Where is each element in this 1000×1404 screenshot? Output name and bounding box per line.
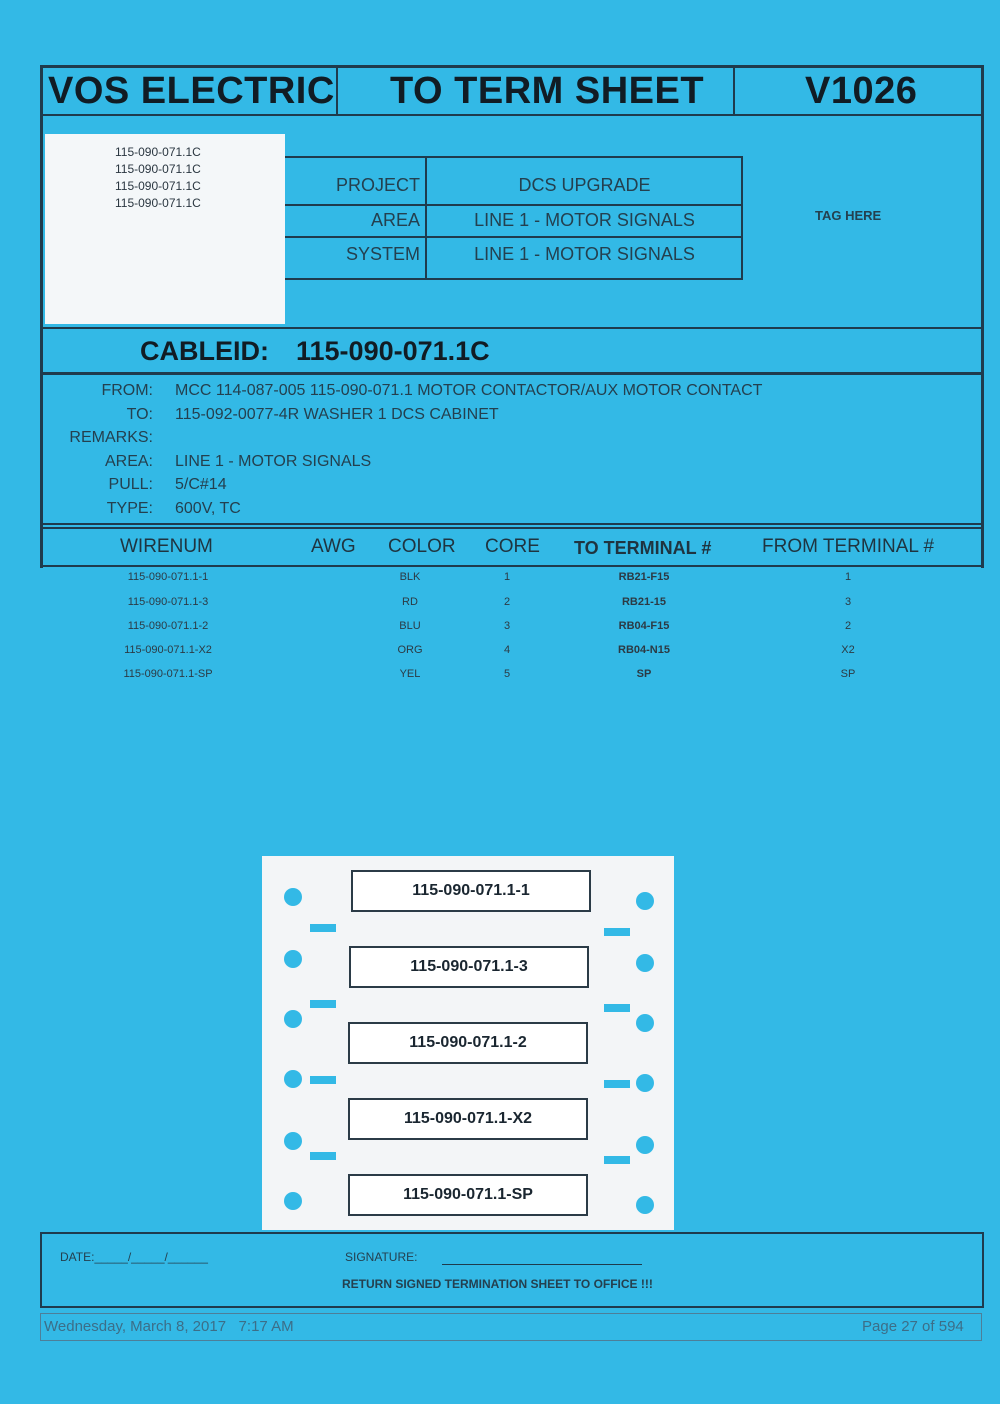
punch-hole xyxy=(284,950,302,968)
punch-hole xyxy=(636,954,654,972)
type-value: 600V, TC xyxy=(175,500,241,517)
wire-marker-label: 115-090-071.1-2 xyxy=(348,1022,588,1064)
perforation xyxy=(604,1004,630,1012)
from-terminal-cell: 3 xyxy=(844,596,852,608)
to-terminal-cell: RB04-F15 xyxy=(618,620,670,632)
page-footer-left xyxy=(40,1313,41,1341)
punch-hole xyxy=(636,1136,654,1154)
sheet-title: TO TERM SHEET xyxy=(390,70,705,112)
perforation xyxy=(604,1156,630,1164)
from-label: FROM: xyxy=(101,382,153,399)
wirenum-cell: 115-090-071.1-3 xyxy=(127,596,209,608)
cable-top-line xyxy=(40,327,984,329)
col-header-color: COLOR xyxy=(388,536,456,557)
core-cell: 3 xyxy=(503,620,511,632)
wire-marker-label: 115-090-071.1-X2 xyxy=(348,1098,588,1140)
color-cell: BLU xyxy=(399,620,421,632)
color-cell: RD xyxy=(402,596,418,608)
from-terminal-cell: 2 xyxy=(844,620,852,632)
wire-marker-label: 115-090-071.1-SP xyxy=(348,1174,588,1216)
punch-hole xyxy=(284,1192,302,1210)
to-terminal-cell: SP xyxy=(636,668,652,680)
project-value: DCS UPGRADE xyxy=(518,175,651,195)
col-header-from-terminal: FROM TERMINAL # xyxy=(762,536,935,557)
details-bottom-line xyxy=(40,523,984,525)
color-cell: YEL xyxy=(399,668,421,680)
wire-marker-card xyxy=(262,856,674,1230)
punch-hole xyxy=(636,1014,654,1032)
company-name: VOS ELECTRIC xyxy=(48,70,335,112)
to-terminal-cell: RB21-15 xyxy=(621,596,667,608)
signature-label: SIGNATURE: xyxy=(345,1250,418,1264)
perforation xyxy=(310,1000,336,1008)
from-terminal-cell: X2 xyxy=(841,644,855,656)
type-label: TYPE: xyxy=(106,500,153,517)
tag-sticker xyxy=(45,134,285,324)
page-footer-top xyxy=(40,1313,982,1314)
color-cell: ORG xyxy=(397,644,423,656)
return-notice: RETURN SIGNED TERMINATION SHEET TO OFFICE !!! xyxy=(342,1277,653,1291)
page-footer-bottom xyxy=(40,1340,982,1341)
wirenum-cell: 115-090-071.1-X2 xyxy=(124,644,212,656)
wirenum-cell: 115-090-071.1-2 xyxy=(127,620,209,632)
punch-hole xyxy=(284,1132,302,1150)
frame-top xyxy=(40,65,984,68)
wirenum-cell: 115-090-071.1-SP xyxy=(123,668,213,680)
area-label: AREA xyxy=(370,210,420,230)
remarks-label: REMARKS: xyxy=(69,429,153,446)
cable-bottom-line xyxy=(40,372,984,375)
from-terminal-cell: 1 xyxy=(844,571,852,583)
header-divider xyxy=(40,114,984,116)
footer-box-left xyxy=(40,1232,42,1308)
core-cell: 2 xyxy=(503,596,511,608)
pull-value: 5/C#14 xyxy=(175,476,227,493)
to-terminal-cell: RB04-N15 xyxy=(618,644,670,656)
punch-hole xyxy=(284,1010,302,1028)
sheet-id: V1026 xyxy=(805,70,918,112)
from-value: MCC 114-087-005 115-090-071.1 MOTOR CONTACTOR/AUX MOTOR CONTACT xyxy=(175,382,763,399)
to-terminal-cell: RB21-F15 xyxy=(618,571,670,583)
area-value: LINE 1 - MOTOR SIGNALS xyxy=(474,210,695,230)
footer-box-top xyxy=(40,1232,984,1234)
header-sep-2 xyxy=(733,65,735,115)
punch-hole xyxy=(284,888,302,906)
core-cell: 5 xyxy=(503,668,511,680)
punch-hole xyxy=(636,892,654,910)
wire-marker-label: 115-090-071.1-1 xyxy=(351,870,591,912)
footer-box-bottom xyxy=(40,1306,984,1308)
perforation xyxy=(310,1076,336,1084)
wire-marker-label: 115-090-071.1-3 xyxy=(349,946,589,988)
project-box-row2 xyxy=(285,236,741,238)
tag-sticker-line: 115-090-071.1C xyxy=(115,196,201,210)
area-detail-value: LINE 1 - MOTOR SIGNALS xyxy=(175,453,372,470)
punch-hole xyxy=(284,1070,302,1088)
perforation xyxy=(604,928,630,936)
page-footer-right xyxy=(981,1313,982,1341)
perforation xyxy=(310,1152,336,1160)
to-value: 115-092-0077-4R WASHER 1 DCS CABINET xyxy=(175,406,499,423)
signature-line xyxy=(442,1264,642,1265)
table-head-bottom-line xyxy=(40,565,984,567)
wirenum-cell: 115-090-071.1-1 xyxy=(127,571,209,583)
project-box xyxy=(285,156,743,280)
col-header-awg: AWG xyxy=(311,536,356,557)
project-box-row1 xyxy=(285,204,741,206)
cable-id-label: CABLEID: xyxy=(140,336,269,366)
col-header-wirenum: WIRENUM xyxy=(120,536,213,557)
print-timestamp: Wednesday, March 8, 2017 7:17 AM xyxy=(44,1318,294,1335)
project-label: PROJECT xyxy=(335,175,420,195)
punch-hole xyxy=(636,1196,654,1214)
tag-sticker-line: 115-090-071.1C xyxy=(115,162,201,176)
to-label: TO: xyxy=(126,406,153,423)
system-value: LINE 1 - MOTOR SIGNALS xyxy=(474,244,695,264)
perforation xyxy=(310,924,336,932)
table-head-top-line xyxy=(40,527,984,529)
from-terminal-cell: SP xyxy=(840,668,856,680)
core-cell: 1 xyxy=(503,571,511,583)
tag-sticker-line: 115-090-071.1C xyxy=(115,145,201,159)
tag-here-label: TAG HERE xyxy=(815,208,882,223)
punch-hole xyxy=(636,1074,654,1092)
tag-sticker-line: 115-090-071.1C xyxy=(115,179,201,193)
tag-sticker-lines xyxy=(115,144,201,212)
system-label: SYSTEM xyxy=(345,244,420,264)
cable-id-value: 115-090-071.1C xyxy=(296,336,490,366)
perforation xyxy=(604,1080,630,1088)
footer-box-right xyxy=(982,1232,984,1308)
col-header-core: CORE xyxy=(485,536,540,557)
core-cell: 4 xyxy=(503,644,511,656)
frame-right xyxy=(981,65,984,568)
header-sep-1 xyxy=(336,65,338,115)
area-detail-label: AREA: xyxy=(104,453,153,470)
col-header-to-terminal: TO TERMINAL # xyxy=(574,538,712,558)
date-field: DATE:_____/_____/______ xyxy=(60,1250,208,1264)
pull-label: PULL: xyxy=(108,476,153,493)
color-cell: BLK xyxy=(399,571,421,583)
page-number: Page 27 of 594 xyxy=(862,1318,964,1335)
